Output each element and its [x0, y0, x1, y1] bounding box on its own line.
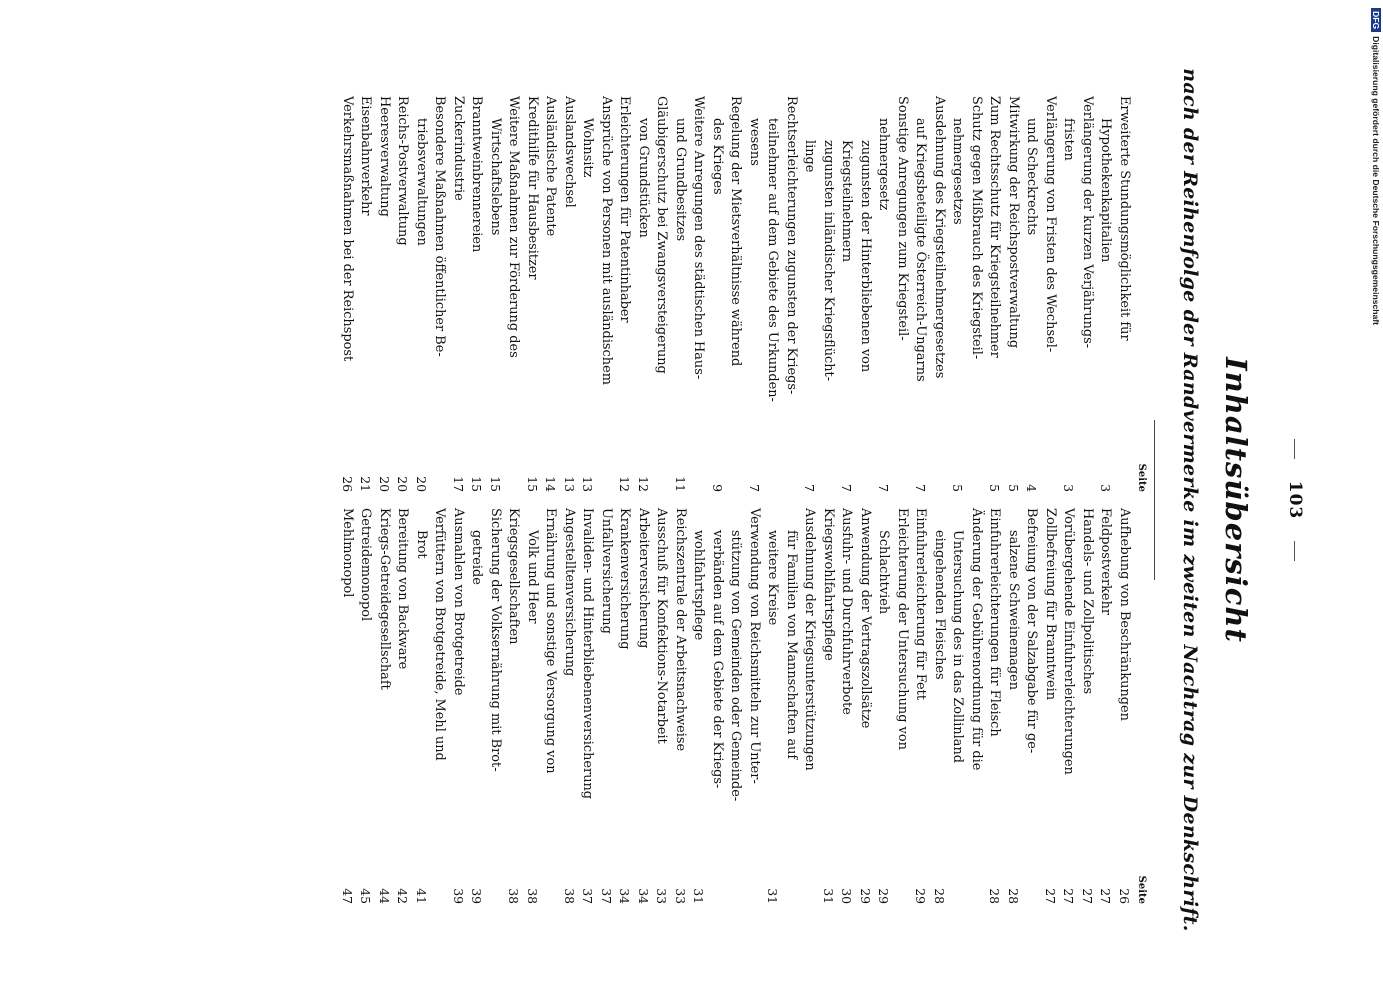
toc-entry — [800, 96, 819, 492]
toc-entry-page: 11 — [673, 476, 688, 492]
toc-entry — [338, 508, 357, 904]
page-subtitle: nach der Reihenfolge der Randvermerke im zweiten Nachtrag zur Denkschrift. — [1179, 68, 1201, 932]
toc-entry — [393, 508, 412, 904]
toc-entry-page: 20 — [377, 476, 392, 492]
toc-entry-label: wesens — [747, 118, 762, 166]
toc-entry-label: Schutz gegen Mißbrauch des Kriegsteil- — [969, 96, 984, 360]
toc-entry — [874, 508, 893, 904]
toc-entry-page: 41 — [414, 888, 429, 904]
toc-entry-page: 26 — [340, 476, 355, 492]
toc-entry-label: Regelung der Mietsverhältnisse während — [728, 96, 744, 367]
toc-entry — [634, 508, 653, 904]
toc-entry-label: Aufhebung von Beschränkungen — [1117, 508, 1132, 721]
toc-entry-page: 13 — [562, 476, 577, 492]
toc-entry-page: 26 — [1117, 888, 1132, 904]
toc-entry-label: nehmergesetzes — [950, 118, 966, 225]
toc-entry — [1115, 508, 1134, 904]
title-rule — [1154, 420, 1155, 580]
toc-entry — [911, 508, 930, 904]
toc-entry-label: Verkehrsmaßnahmen bei der Reichspost — [340, 96, 355, 362]
toc-entry — [467, 508, 486, 904]
page-title: Inhaltsübersicht — [1219, 357, 1253, 643]
toc-entry — [578, 508, 597, 904]
toc-entry — [430, 96, 449, 492]
dash-right — [1294, 541, 1295, 561]
toc-entry — [504, 96, 523, 492]
toc-entry — [708, 508, 727, 904]
toc-entry-label: Ausschuß für Konfektions-Notarbeit — [654, 508, 670, 744]
toc-entry-label: triebsverwaltungen — [414, 118, 429, 246]
toc-entry — [1022, 96, 1041, 492]
toc-entry-label: Branntweinbrennereien — [469, 96, 485, 253]
toc-entry — [356, 96, 375, 492]
toc-entry-label: zugunsten der Hinterbliebenen von — [858, 140, 873, 373]
toc-entry — [412, 96, 431, 492]
toc-entry — [467, 96, 486, 492]
toc-entry-label: von Grundstücken — [636, 118, 651, 238]
toc-entry-label: Auslandswechsel — [562, 96, 577, 208]
toc-entry-label: Anwendung der Vertragszollsätze — [858, 508, 873, 729]
toc-entry — [930, 96, 949, 492]
toc-entry-page: 28 — [987, 888, 1003, 904]
toc-entry-label: Mitwirkung der Reichspostverwaltung — [1006, 96, 1021, 349]
toc-entry — [1096, 96, 1115, 492]
toc-entry-label: Krankenversicherung — [617, 508, 633, 650]
toc-entry-label: Erleichterungen für Patentinhaber — [617, 96, 633, 323]
toc-entry-page: 5 — [950, 484, 966, 492]
toc-entry-page: 31 — [691, 888, 707, 904]
toc-entry-label: weitere Kreise — [765, 530, 781, 626]
toc-entry-label: wohlfahrtspflege — [691, 530, 707, 641]
toc-entry — [634, 96, 653, 492]
toc-entry-page: 3 — [1098, 484, 1114, 492]
toc-entry-label: Weitere Anregungen des städtischen Haus- — [691, 96, 707, 380]
toc-entry-label: Kriegs-Getreidegesellschaft — [377, 508, 392, 690]
toc-entry — [948, 508, 967, 904]
toc-entry-label: teilnehmer auf dem Gebiete des Urkunden- — [765, 118, 781, 402]
toc-entry-label: zugunsten inländischer Kriegsflücht- — [821, 140, 836, 382]
toc-entry-label: Sicherung der Volksernährung mit Brot- — [488, 508, 503, 772]
toc-entry-page: 44 — [377, 888, 392, 904]
toc-entry-page: 27 — [1043, 888, 1058, 904]
toc-entry-page: 37 — [599, 888, 614, 904]
toc-entry-label: Verfüttern von Brotgetreide, Mehl und — [432, 508, 448, 761]
toc-entry-label: Ausdehnung der Kriegsunterstützungen — [802, 508, 818, 771]
toc-entry — [782, 508, 801, 904]
page-number-line — [1285, 0, 1305, 1000]
toc-entry-page: 3 — [1061, 484, 1077, 492]
toc-entry — [689, 96, 708, 492]
toc-entry — [541, 96, 560, 492]
toc-entry-page: 45 — [358, 888, 374, 904]
toc-entry — [1078, 96, 1097, 492]
toc-entry-page: 34 — [617, 888, 633, 904]
toc-entry — [967, 96, 986, 492]
column-header-seite: Seite — [1136, 875, 1147, 904]
toc-entry — [911, 96, 930, 492]
toc-entry-page: 33 — [673, 888, 688, 904]
toc-entry — [893, 508, 912, 904]
toc-entry-page: 29 — [858, 888, 873, 904]
credit-text: Digitalisierung gefördert durch die Deutsche Forschungsgemeinschaft — [1371, 36, 1381, 326]
column-header-seite: Seite — [1136, 463, 1147, 492]
dfg-logo: DFG — [1371, 8, 1381, 32]
toc-entry — [856, 508, 875, 904]
toc-entry — [689, 508, 708, 904]
toc-entry-label: Unfallversicherung — [599, 508, 614, 634]
toc-entry-page: 29 — [913, 888, 929, 904]
toc-entry — [375, 508, 394, 904]
toc-entry-label: Eisenbahnverkehr — [358, 96, 374, 216]
toc-entry-page: 4 — [1024, 484, 1040, 492]
toc-entry-label: fristen — [1061, 118, 1077, 161]
toc-entry-label: Getreidemonopol — [358, 508, 374, 622]
toc-entry-label: Reichszentrale der Arbeitsnachweise — [673, 508, 688, 752]
toc-entry-label: Reichs-Postverwaltung — [395, 96, 411, 246]
toc-entry-page: 7 — [913, 484, 929, 492]
toc-entry — [1004, 96, 1023, 492]
toc-entry-label: Befreiung von der Salzabgabe für ge- — [1024, 508, 1040, 754]
toc-entry-page: 20 — [395, 476, 411, 492]
toc-entry — [800, 508, 819, 904]
toc-entry — [819, 96, 838, 492]
toc-entry-page: 15 — [488, 476, 503, 492]
toc-entry — [967, 508, 986, 904]
toc-entry — [893, 96, 912, 492]
toc-column-left — [338, 96, 1148, 492]
toc-entry-label: Invaliden- und Hinterbliebenenversicherung — [580, 508, 596, 800]
toc-entry — [930, 508, 949, 904]
toc-entry — [1041, 96, 1060, 492]
toc-entry — [486, 96, 505, 492]
toc-entry — [985, 96, 1004, 492]
toc-entry-page: 38 — [525, 888, 540, 904]
toc-entry-label: getreide — [469, 530, 485, 585]
toc-entry-label: stützung von Gemeinden oder Gemeinde- — [728, 530, 744, 802]
toc-entry — [560, 508, 579, 904]
toc-entry-label: Feldpostverkehr — [1098, 508, 1114, 616]
toc-entry-page: 31 — [765, 888, 781, 904]
toc-entry-label: Heeresverwaltung — [377, 96, 392, 217]
toc-entry — [856, 96, 875, 492]
toc-entry — [837, 508, 856, 904]
dash-left — [1294, 439, 1295, 459]
toc-entry-label: und Grundbesitzes — [673, 118, 688, 242]
toc-entry-page: 17 — [451, 476, 466, 492]
toc-entry-label: Zum Rechtsschutz für Kriegsteilnehmer — [987, 96, 1003, 358]
toc-entry-label: Weitere Maßnahmen zur Förderung des — [506, 96, 522, 358]
toc-entry — [745, 96, 764, 492]
toc-entry — [393, 96, 412, 492]
toc-entry — [1115, 96, 1134, 492]
toc-entry-page: 13 — [580, 476, 596, 492]
toc-list-right — [338, 508, 1134, 904]
toc-entry-page: 28 — [932, 888, 947, 904]
toc-entry-label: Ansprüche von Personen mit ausländischem — [599, 96, 614, 385]
toc-entry-label: Besondere Maßnahmen öffentlicher Be- — [432, 96, 448, 357]
credit-line — [1371, 8, 1381, 325]
toc-entry-label: Verwendung von Reichsmitteln zur Unter- — [747, 508, 762, 784]
toc-entry — [504, 508, 523, 904]
toc-entry-page: 38 — [506, 888, 522, 904]
toc-entry-label: Ausdehnung des Kriegsteilnehmergesetzes — [932, 96, 947, 379]
toc-entry-label: und Scheckrechts — [1024, 118, 1040, 236]
toc-entry-label: nehmergesetz — [876, 118, 892, 211]
toc-entry-page: 34 — [636, 888, 651, 904]
toc-entry-page: 5 — [987, 484, 1003, 492]
toc-entry-label: linge — [802, 140, 818, 173]
toc-entry — [1096, 508, 1115, 904]
toc-entry — [1041, 508, 1060, 904]
toc-entry-page: 12 — [636, 476, 651, 492]
toc-entry-label: Handels- und Zollpolitisches — [1080, 508, 1095, 695]
toc-entry — [819, 508, 838, 904]
toc-entry-page: 20 — [414, 476, 429, 492]
toc-entry — [523, 508, 542, 904]
toc-entry — [763, 508, 782, 904]
toc-entry — [560, 96, 579, 492]
toc-entry-label: Zuckerindustrie — [451, 96, 466, 201]
toc-entry-label: Untersuchung des in das Zollinland — [950, 530, 966, 764]
toc-entry — [597, 508, 616, 904]
toc-entry — [615, 508, 634, 904]
toc-entry — [338, 96, 357, 492]
toc-entry-label: Gläubigerschutz bei Zwangsversteigerung — [654, 96, 670, 374]
toc-entry — [430, 508, 449, 904]
toc-entry — [615, 96, 634, 492]
toc-entry — [763, 96, 782, 492]
toc-entry — [375, 96, 394, 492]
toc-entry — [874, 96, 893, 492]
toc-entry-page: 31 — [821, 888, 836, 904]
toc-entry-label: auf Kriegsbeteiligte Österreich-Ungarns — [913, 118, 929, 382]
toc-entry — [985, 508, 1004, 904]
toc-entry-label: des Krieges — [710, 118, 725, 195]
toc-entry-label: Sonstige Anregungen zum Kriegsteil- — [895, 96, 910, 341]
toc-entry — [1059, 96, 1078, 492]
toc-entry-label: Rechtserleichterungen zugunsten der Kriegs- — [784, 96, 799, 395]
toc-entry-page: 14 — [543, 476, 559, 492]
toc-entry — [449, 96, 468, 492]
toc-entry-page: 37 — [580, 888, 596, 904]
toc-entry-label: Erleichterung der Untersuchung von — [895, 508, 910, 750]
toc-entry — [726, 508, 745, 904]
toc-entry-page: 27 — [1080, 888, 1095, 904]
toc-entry — [412, 508, 431, 904]
toc-entry-label: Verlängerung der kurzen Verjährungs- — [1080, 96, 1095, 349]
toc-entry — [1078, 508, 1097, 904]
toc-entry-label: salzene Schweinemagen — [1006, 530, 1021, 691]
toc-entry-page: 28 — [1006, 888, 1021, 904]
page-number: 103 — [1285, 480, 1305, 520]
toc-entry-page: 39 — [451, 888, 466, 904]
toc-entry-label: Volk und Heer — [525, 530, 540, 624]
toc-entry — [449, 508, 468, 904]
toc-entry — [652, 96, 671, 492]
toc-entry-label: Ausfuhr- und Durchfuhrverbote — [839, 508, 855, 715]
toc-entry-label: Wohnsitz — [580, 118, 596, 178]
toc-entry-label: Kredithilfe für Hausbesitzer — [525, 96, 540, 280]
toc-entry-page: 27 — [1098, 888, 1114, 904]
toc-entry-label: Ernährung und sonstige Versorgung von — [543, 508, 559, 774]
toc-entry — [837, 96, 856, 492]
toc-entry-page: 7 — [839, 484, 855, 492]
toc-entry — [486, 508, 505, 904]
toc-entry — [1022, 508, 1041, 904]
toc-entry-label: Angestelltenversicherung — [562, 508, 577, 677]
toc-entry-page: 39 — [469, 888, 485, 904]
toc-entry — [1004, 508, 1023, 904]
toc-entry-page: 27 — [1061, 888, 1077, 904]
toc-list-left — [338, 96, 1134, 492]
toc-entry-label: Bereitung von Backware — [395, 508, 411, 670]
toc-entry-label: Ausmahlen von Brotgetreide — [451, 508, 466, 696]
toc-entry-page: 30 — [839, 888, 855, 904]
toc-entry-label: Vorübergehende Einfuhrerleichterungen — [1061, 508, 1077, 775]
toc-entry-label: verbänden auf dem Gebiete der Kriegs- — [710, 530, 725, 789]
toc-entry-page: 29 — [876, 888, 892, 904]
toc-entry — [708, 96, 727, 492]
toc-entry-page: 9 — [710, 484, 725, 492]
toc-entry-label: für Familien von Mannschaften auf — [784, 530, 799, 760]
toc-entry-label: eingehenden Fleisches — [932, 530, 947, 680]
toc-entry — [578, 96, 597, 492]
digitization-credit — [1369, 8, 1383, 388]
toc-entry-label: Arbeiterversicherung — [636, 508, 651, 649]
toc-entry-page: 47 — [340, 888, 355, 904]
toc-entry-label: Kriegsteilnehmern — [839, 140, 855, 263]
toc-entry-page: 7 — [876, 484, 892, 492]
toc-entry-label: Hypothekenkapitalien — [1098, 118, 1114, 263]
toc-entry — [541, 508, 560, 904]
toc-entry — [782, 96, 801, 492]
toc-entry — [726, 96, 745, 492]
toc-entry-label: Kriegsgesellschaften — [506, 508, 522, 645]
toc-entry-page: 7 — [802, 484, 818, 492]
toc-entry-label: Änderung der Gebührenordnung für die — [969, 508, 984, 771]
toc-entry — [652, 508, 671, 904]
toc-entry-label: Wirtschaftslebens — [488, 118, 503, 236]
toc-entry-page: 21 — [358, 476, 374, 492]
toc-entry-label: Einfuhrerleichterung für Fett — [913, 508, 929, 701]
toc-entry-label: Einfuhrerleichterungen für Fleisch — [987, 508, 1003, 737]
toc-entry-label: Verlängerung von Fristen des Wechsel- — [1043, 96, 1058, 353]
toc-entry-page: 12 — [617, 476, 633, 492]
toc-entry-page: 5 — [1006, 484, 1021, 492]
toc-entry-label: Erweiterte Stundungsmöglichkeit für — [1117, 96, 1132, 341]
toc-entry-page: 33 — [654, 888, 670, 904]
toc-entry — [948, 96, 967, 492]
toc-entry — [1059, 508, 1078, 904]
toc-entry — [523, 96, 542, 492]
toc-entry-label: Ausländische Patente — [543, 96, 559, 237]
toc-entry — [597, 96, 616, 492]
toc-entry — [671, 96, 690, 492]
toc-entry-label: Schlachtvieh — [876, 530, 892, 615]
toc-entry-page: 38 — [562, 888, 577, 904]
toc-entry-page: 7 — [747, 484, 762, 492]
toc-entry-page: 15 — [525, 476, 540, 492]
toc-entry — [745, 508, 764, 904]
toc-entry-label: Zollbefreiung für Branntwein — [1043, 508, 1058, 701]
toc-entry-page: 42 — [395, 888, 411, 904]
toc-entry-label: Mehlmonopol — [340, 508, 355, 598]
toc-column-right — [338, 508, 1148, 904]
toc-entry — [356, 508, 375, 904]
toc-entry-label: Brot — [414, 530, 429, 559]
toc-entry-label: Kriegswohlfahrtspflege — [821, 508, 836, 661]
toc-entry-page: 15 — [469, 476, 485, 492]
toc-entry — [671, 508, 690, 904]
